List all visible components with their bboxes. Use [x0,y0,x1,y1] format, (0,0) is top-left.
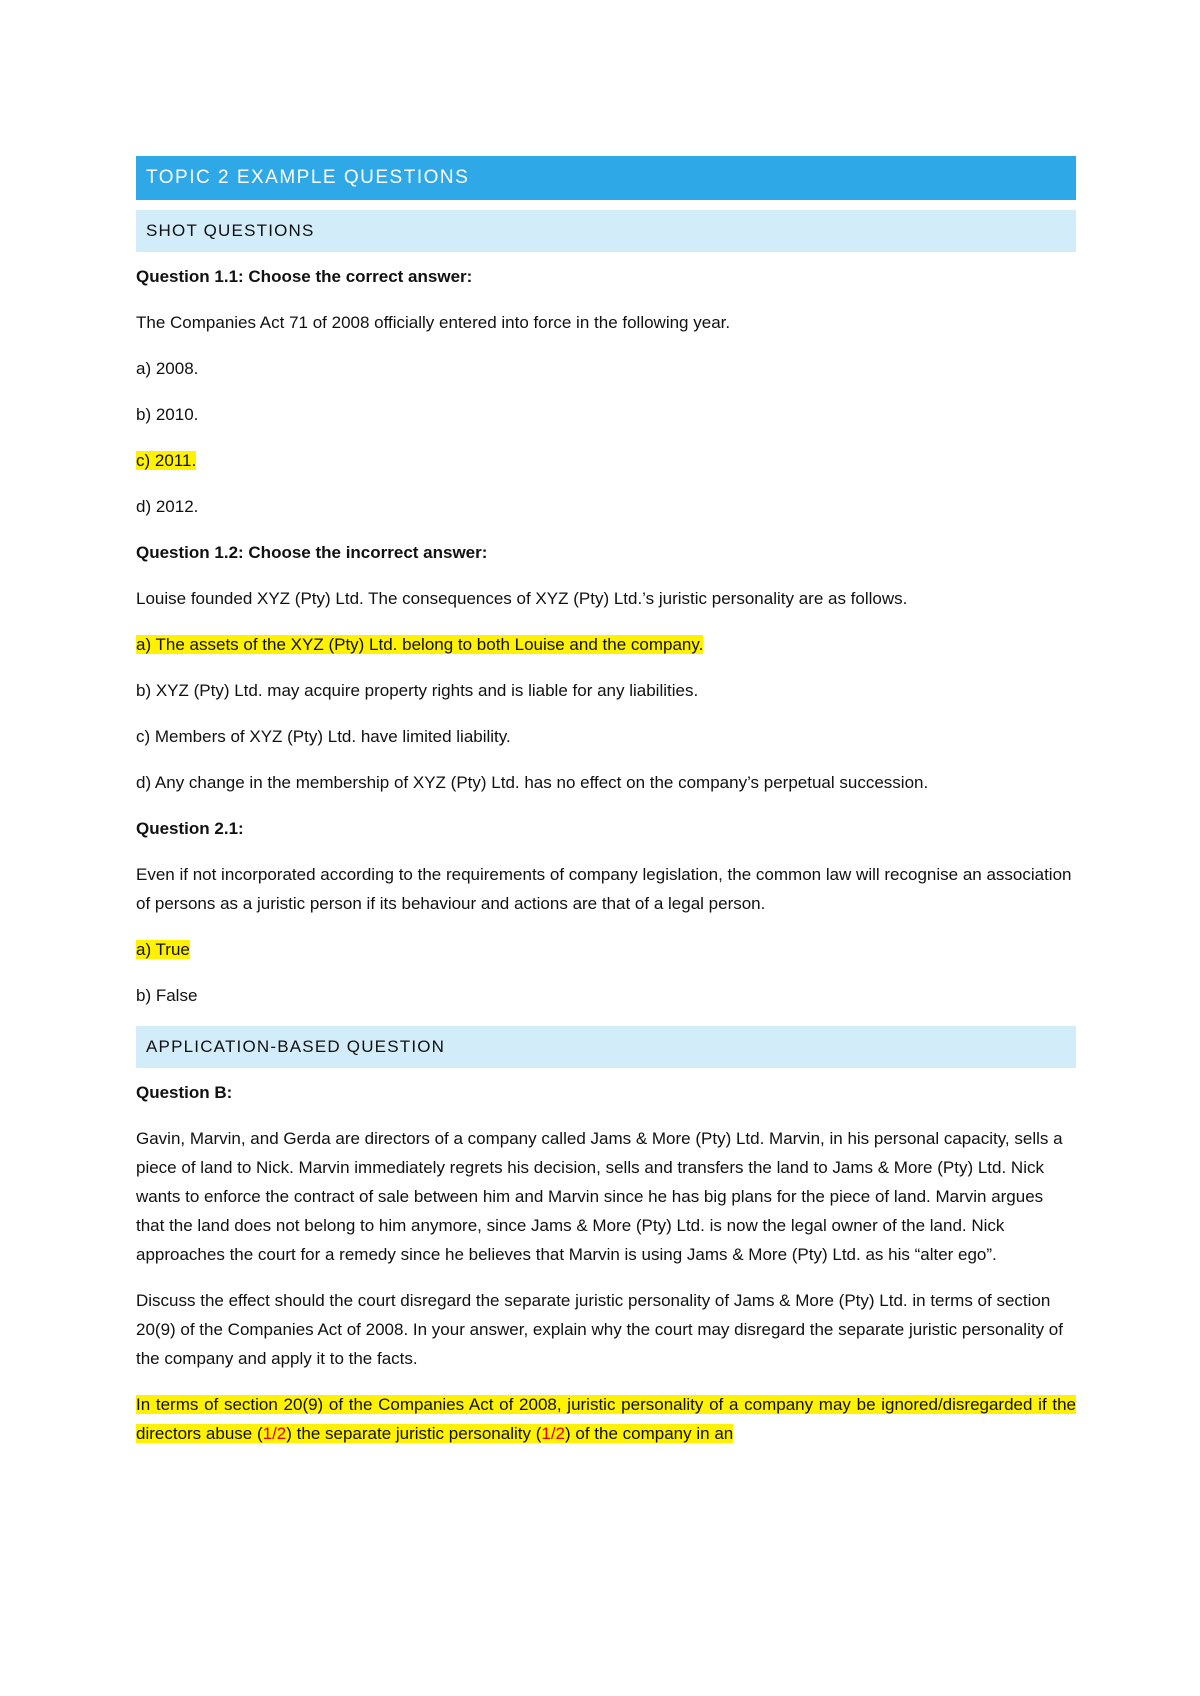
question-1-1-heading: Question 1.1: Choose the correct answer: [136,267,473,286]
question-1-2-option-d: d) Any change in the membership of XYZ (Pty) Ltd. has no effect on the company’s perpetual succession. [136,773,929,792]
question-1-1-stem: The Companies Act 71 of 2008 officially entered into force in the following year. [136,313,731,332]
question-1-1-option-a: a) 2008. [136,359,199,378]
page-content [136,156,1076,1448]
page-title: TOPIC 2 EXAMPLE QUESTIONS [136,156,1076,200]
question-2-1-stem: Even if not incorporated according to the requirements of company legislation, the common law will recognise an association of persons as a juristic person if its behaviour and actions are that of a legal person. [136,865,1072,913]
question-b-instruction: Discuss the effect should the court disregard the separate juristic personality of Jams & More (Pty) Ltd. in terms of section 20(9) of the Companies Act of 2008. In your answer, explain why the court may disregard the separate juristic personality of the company and apply it to the facts. [136,1291,1063,1368]
answer-mark-2: 1/2 [541,1424,566,1443]
section-heading-application-based: APPLICATION-BASED QUESTION [136,1026,1076,1068]
answer-text-part-2: ) the separate juristic personality ( [286,1424,542,1443]
question-2-1-heading: Question 2.1: [136,819,244,838]
question-2-1-option-false: b) False [136,986,198,1005]
answer-text-part-1: In terms of section 20(9) of the Companies Act of 2008, juristic personality of a company may be ignored/disregarded if the directors abuse ( [136,1395,1076,1443]
question-2-1-option-true-correct: a) True [136,940,190,959]
question-1-2-option-b: b) XYZ (Pty) Ltd. may acquire property rights and is liable for any liabilities. [136,681,699,700]
question-b-model-answer [136,1390,1076,1448]
question-b-heading: Question B: [136,1083,233,1102]
question-1-1-option-c-correct: c) 2011. [136,451,197,470]
question-1-2-option-a-answer: a) The assets of the XYZ (Pty) Ltd. belong to both Louise and the company. [136,635,704,654]
answer-text-part-3: ) of the company in an [565,1424,734,1443]
question-1-2-heading: Question 1.2: Choose the incorrect answer: [136,543,488,562]
question-1-1-option-d: d) 2012. [136,497,199,516]
section-heading-short-questions: SHOT QUESTIONS [136,210,1076,252]
question-1-2-stem: Louise founded XYZ (Pty) Ltd. The consequences of XYZ (Pty) Ltd.’s juristic personality are as follows. [136,589,908,608]
question-1-2-option-c: c) Members of XYZ (Pty) Ltd. have limited liability. [136,727,511,746]
answer-mark-1: 1/2 [262,1424,287,1443]
question-b-scenario: Gavin, Marvin, and Gerda are directors of a company called Jams & More (Pty) Ltd. Marvin, in his personal capacity, sells a piece of land to Nick. Marvin immediately regrets his decision, sells and transfers the land to Jams & More (Pty) Ltd. Nick wants to enforce the contract of sale between him and Marvin since he has big plans for the piece of land. Marvin argues that the land does not belong to him anymore, since Jams & More (Pty) Ltd. is now the legal owner of the land. Nick approaches the court for a remedy since he believes that Marvin is using Jams & More (Pty) Ltd. as his “alter ego”. [136,1129,1063,1264]
question-1-1-option-b: b) 2010. [136,405,199,424]
